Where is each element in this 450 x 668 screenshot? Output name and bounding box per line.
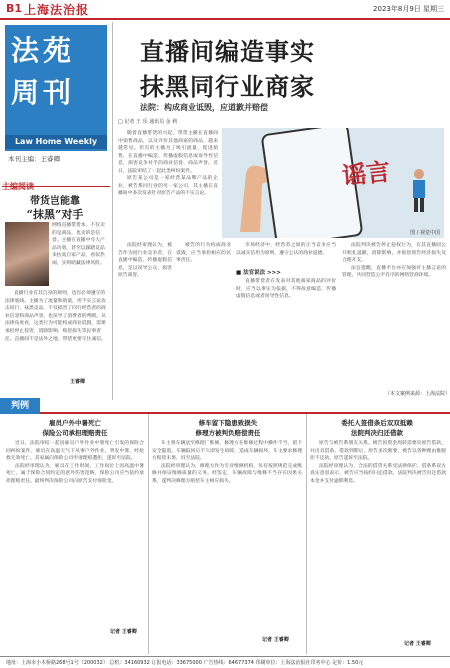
paragraph: 法院经审理认为，被告作为同行业竞争者，在直播中编造、传播虚假信息，足以误导公众，损害原告商誉。: [118, 243, 172, 278]
article-column-5: [342, 242, 446, 280]
readers-headline-1: 带货岂能靠: [30, 196, 80, 207]
article-subheadline: 法院：构成商业诋毁，应道歉并赔偿: [140, 103, 268, 112]
article-illustration: [222, 128, 444, 238]
story2-signature: 记者 王睿卿: [262, 637, 289, 643]
person-icon: [410, 168, 428, 212]
paragraph: 法院判决被告停止侵权行为，在其直播间公开赔礼道歉、消除影响，并赔偿原告经济损失及合理开支。: [342, 243, 446, 263]
paragraph: 直播带货者在发表对其他商家商品的评价时，应当以事实为依据，不得故意编造、传播虚假信息或者误导性信息。: [236, 279, 336, 299]
paragraph: 市场经济中，经营者之间的正当竞争应当以诚实信用为原则，遵守公认的商业道德。: [236, 243, 336, 256]
issue-date: 2023年8月9日 星期三: [373, 5, 444, 13]
paragraph: 法官提醒，直播平台亦应加强对主播言论的管理，共同营造公平有序的网络营商环境。: [342, 265, 446, 278]
judge-comment-label: ■ 法官说法 >>>: [236, 270, 281, 276]
story3-signature: 记者 王睿卿: [404, 641, 431, 647]
article-headline-2: 抹黑同行业商家: [140, 72, 315, 101]
article-byline: □ 记者 王 乐 通讯员 金 莉: [118, 119, 178, 125]
page-footer: 地址：上海市小木桥路268号1号（200032） 总机：34160932 订报电话：33675000 广告热线：64677374 印刷单位：上海法治报社印务中心 定价：1.50元: [0, 656, 450, 668]
readers-side-text: 网络直播带货本，不仅卖的是商品，也卖的是信誉。主播在直播中夸大产品功效，甚至以踩踏竞品来抬高自家产品，看似热闹，实则暗藏法律风险。: [52, 223, 105, 266]
paragraph: 原告与被告系朋友关系。被告因资金周转需要向原告借款，并出具借条。借款到期后，原告多次催要，被告以各种理由推脱拒不还款。原告遂诉至法院。: [310, 441, 446, 461]
story2-headline-2: 修理方被判负赔偿责任: [195, 429, 261, 437]
story3-headline-1: 委托人签借条后双双抵赖: [341, 419, 413, 427]
paragraph: 随着直播带货的兴起，带货主播在直播间中销售商品，以及评价其他商家的商品，越来越常见。但有的主播为了吸引流量、促进销售，在直播中编造、传播虚假信息或误导性信息，损害竞争对手的商业信誉、商品声誉。近日，法院审结了一起此类纠纷案件。: [118, 131, 218, 174]
readers-label-bar: [2, 174, 110, 191]
chief-editor: 本刊主编：王睿卿: [8, 155, 60, 163]
case-source-note: （本文案例来源：上海法院）: [385, 391, 450, 397]
paragraph: 原告某公司是一家经营某品牌产品的企业，被告系同行业的另一家公司，其主播在直播间中多次发表针对原告产品的不实言论。: [118, 176, 218, 196]
section-english-title: Law Home Weekly: [5, 135, 107, 149]
column-divider: [148, 414, 149, 654]
column-divider: [112, 22, 113, 400]
section-title-bottom: 周刊: [11, 76, 76, 109]
paragraph: 法院经审理认为，雇员在工作时间、工作岗位上因高温中暑死亡，属于保险合同约定的意外伤害范畴，保险公司应当依约承担理赔责任。最终判决保险公司向原告支付保险金。: [6, 463, 144, 484]
paragraph: 近日，法院审结一起因雇员户外作业中暑死亡引发的保险合同纠纷案件。雇员在高温天气下从事户外作业，突发中暑，经抢救无效死亡。其家属向保险公司申请理赔遭拒，遂诉至法院。: [6, 441, 144, 461]
story3-headline-2: 法院判决归还借款: [351, 429, 403, 437]
article-headline-1: 直播间编造事实: [140, 37, 315, 66]
article-column-2: [118, 242, 172, 280]
author-photo: [5, 222, 49, 286]
readers-author: 王睿卿: [70, 379, 86, 385]
column-divider: [306, 414, 307, 654]
section-title-top: 法苑: [11, 34, 76, 67]
story1-headline-2: 保险公司承担理赔责任: [42, 429, 108, 437]
article-column-4-continued: [236, 278, 336, 301]
illustration-word: 谣言: [340, 156, 392, 191]
story3-body: [310, 440, 446, 630]
readers-headline-2: “抹黑”对手: [26, 208, 84, 221]
story2-headline-1: 修车留下隐患致损失: [198, 419, 258, 427]
article-column-4: [236, 242, 336, 257]
readers-body: 直播行业有其自身的规则，也有必须遵守的法律底线。主播为了流量和销量，用不实言论攻击同行、抹黑竞品，不仅损害了同行经营者的商业信誉和商品声誉，也误导了消费者的判断。从法律角度看，这类行为可能构成商业诋毁，需要承担停止侵害、消除影响、赔偿损失等民事责任。直播间不是法外之地，带货更要守住诚信。: [5, 291, 106, 342]
paragraph: 被告的行为构成商业诋毁，应当承担相应的民事责任。: [176, 243, 231, 263]
section-logo: [5, 25, 107, 151]
article-column-1: [118, 130, 218, 198]
paragraph: 法院经审理认为，修理方作为专业维修机构，负有按照规范完成维修并保证维修质量的义务。经鉴定，车辆故障与维修不当存在因果关系，遂判决修理方赔偿车主相应损失。: [152, 463, 302, 484]
readers-label: 主编阅读: [2, 182, 34, 191]
story2-body: [152, 440, 302, 630]
masthead: 上海法治报: [24, 3, 90, 17]
paragraph: 法院经审理认为，合法的借贷关系受法律保护。借条系双方真实意思表示，被告应当按约归还借款。法院判决被告归还借款本金并支付逾期利息。: [310, 463, 446, 484]
story1-headline-1: 雇员户外中暑死亡: [49, 419, 101, 427]
page-header: [0, 0, 450, 20]
story1-signature: 记者 王睿卿: [110, 629, 137, 635]
page-number: B1: [6, 2, 23, 15]
case-banner: [0, 402, 450, 414]
story1-body: [6, 440, 144, 630]
article-column-3: [176, 242, 231, 265]
case-banner-label: 判例: [0, 398, 40, 414]
illustration-credit: 图 / 视觉中国: [410, 230, 440, 236]
paragraph: 车主将车辆送至修理厂维修，修理方在维修过程中操作不当，留下安全隐患。车辆取回后不久即发生故障，造成车辆损坏。车主要求修理方赔偿未果，诉至法院。: [152, 441, 302, 461]
